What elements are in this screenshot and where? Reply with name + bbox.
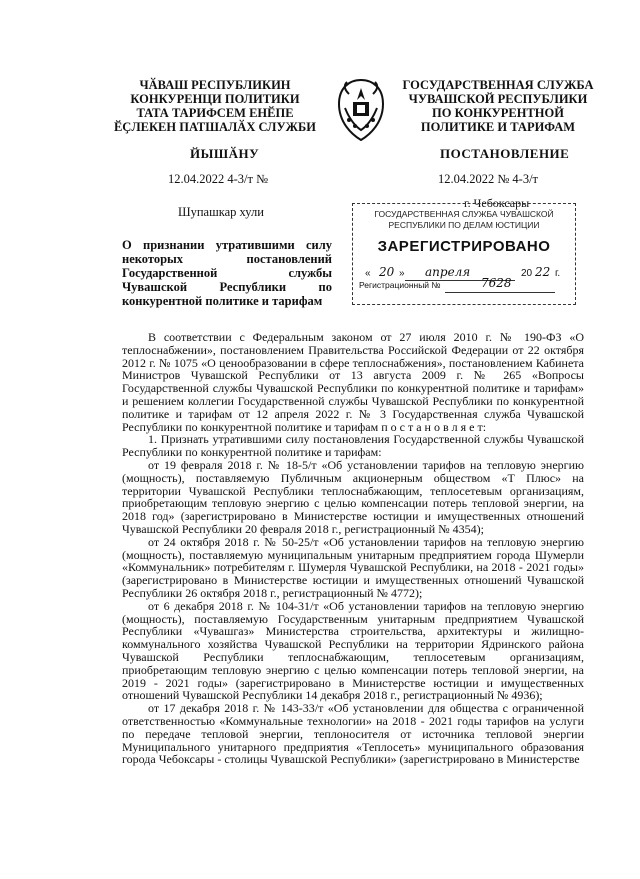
stamp-regnum-underline [445,292,555,293]
stamp-day: 20 [379,265,395,279]
body-paragraph: от 19 февраля 2018 г. № 18-5/т «Об установлении тарифов на тепловую энергию (мощность), поставляемую Публичным акционерным обществом «Т Плюс» на территории Чувашской Республики теплоснабжающим, теплосетевым организациям, приобретающим тепловую энергию с целью компенсации потерь тепловой энергии, на 2018 год» (зарегистрировано в Министерстве юстиции и имущественных отношений Чувашской Республики 20 февраля 2018 г., регистрационный № 4354); [122,457,584,536]
stamp-year-unit: г. [555,268,561,279]
header-right-line: ЧУВАШСКОЙ РЕСПУБЛИКИ [408,92,588,106]
body-paragraph: В соответствии с Федеральным законом от 27 июля 2010 г. № 190-ФЗ «О теплоснабжении», постановлением Правительства Российской Федерации от 22 октября 2012 г. № 1075 «О ценообразовании в сфере теплоснабжения», постановлением Кабинета Министров Чувашской Республики от 13 августа 2009 г. № 265 «Вопросы Государственной службы Чувашской Республики по конкурентной политике и тарифам» и решением коллегии Государственной службы Чувашской Республики по конкурентной политике и тарифам от 12 апреля 2022 г. № 3 Государственная служба Чувашской Республики по конкурентной политике и тарифам п о с т а н о в л я е т: [122,330,584,434]
body-paragraph: от 24 октября 2018 г. № 50-25/т «Об установлении тарифов на тепловую энергию (мощность), поставляемую муниципальным унитарным предприятием города Шумерли «Коммунальник» потребителям г. Шумерля Чувашской Республики, на 2018 - 2021 годы» (зарегистрировано в Министерстве юстиции и имущественных отношений Чувашской Республики 26 октября 2018 г., регистрационный № 4772); [122,534,584,600]
stamp-quote-open: « [365,268,371,279]
stamp-month: апреля [425,265,471,279]
header-left-line: ӖҪЛЕКЕН ПАТШАЛӐХ СЛУЖБИ [113,120,317,134]
stamp-year-suffix: 22 [535,265,551,279]
body-paragraph: 1. Признать утратившими силу постановления Государственной службы Чувашской Республики по конкурентной политике и тарифам: [122,432,584,460]
stamp-regnum-value: 7628 [481,276,512,290]
doc-date-number-left: 12.04.2022 4-3/т № [168,172,269,186]
header-left-line: ЧӐВАШ РЕСПУБЛИКИН [139,78,291,92]
chuvash-emblem-icon [331,74,391,144]
doc-type-chuvash: ЙЫШӐНУ [190,146,260,161]
stamp-registered-label: ЗАРЕГИСТРИРОВАНО [377,238,551,255]
header-russian-agency-name [398,78,598,134]
document-title: О признании утратившими силу некоторых постановлений Государственной службы Чувашской Республики по конкурентной политике и тарифам [122,238,332,308]
stamp-agency-line1: ГОСУДАРСТВЕННАЯ СЛУЖБА ЧУВАШСКОЙ [374,209,554,219]
stamp-agency-line2: РЕСПУБЛИКИ ПО ДЕЛАМ ЮСТИЦИИ [388,220,540,230]
registration-stamp [352,203,576,305]
stamp-regnum-label: Регистрационный № [359,280,441,290]
doc-date-number-right: 12.04.2022 № 4-3/т [438,172,539,186]
body-paragraph: от 6 декабря 2018 г. № 104-31/т «Об установлении тарифов на тепловую энергию (мощность), поставляемую Государственным унитарным предприятием Чувашской Республики «Чувашгаз» Министерства строительства, архитектуры и жилищно-коммунального хозяйства Чувашской Республики на территории Ядринского района Чувашской Республики теплоснабжающим, теплосетевым организациям, приобретающим тепловую энергию с целью компенсации потерь тепловой энергии, на 2019 - 2021 годы» (зарегистрировано в Министерстве юстиции и имущественных отношений Чувашской Республики 14 декабря 2018 г., регистрационный № 4936); [122,598,584,703]
stamp-quote-close: » [399,268,405,279]
doc-type-russian: ПОСТАНОВЛЕНИЕ [440,146,570,161]
stamp-year-prefix: 20 [521,268,533,279]
header-left-line: ТАТА ТАРИФСЕМ ЕНӖПЕ [136,106,294,120]
city-chuvash: Шупашкар хули [178,205,264,219]
body-paragraph: от 17 декабря 2018 г. № 143-33/т «Об установлении для общества с ограниченной ответственностью «Коммунальные технологии» на 2018 - 2021 годы тарифов на услуги по передаче тепловой энергии, теплоносителя от источника тепловой энергии Муниципального унитарного предприятия «Теплосеть» муниципального образования города Чебоксары - столицы Чувашской Республики» (зарегистрировано в Министерстве [122,701,584,767]
header-right-line: ГОСУДАРСТВЕННАЯ СЛУЖБА [402,78,594,92]
city-russian: г. Чебоксары [464,196,530,210]
document-body [122,331,584,766]
header-chuvash-agency-name [105,78,325,134]
header-left-line: КОНКУРЕНЦИ ПОЛИТИКИ [130,92,300,106]
header-right-line: ПО КОНКУРЕНТНОЙ [432,106,564,120]
header-right-line: ПОЛИТИКЕ И ТАРИФАМ [420,120,576,134]
